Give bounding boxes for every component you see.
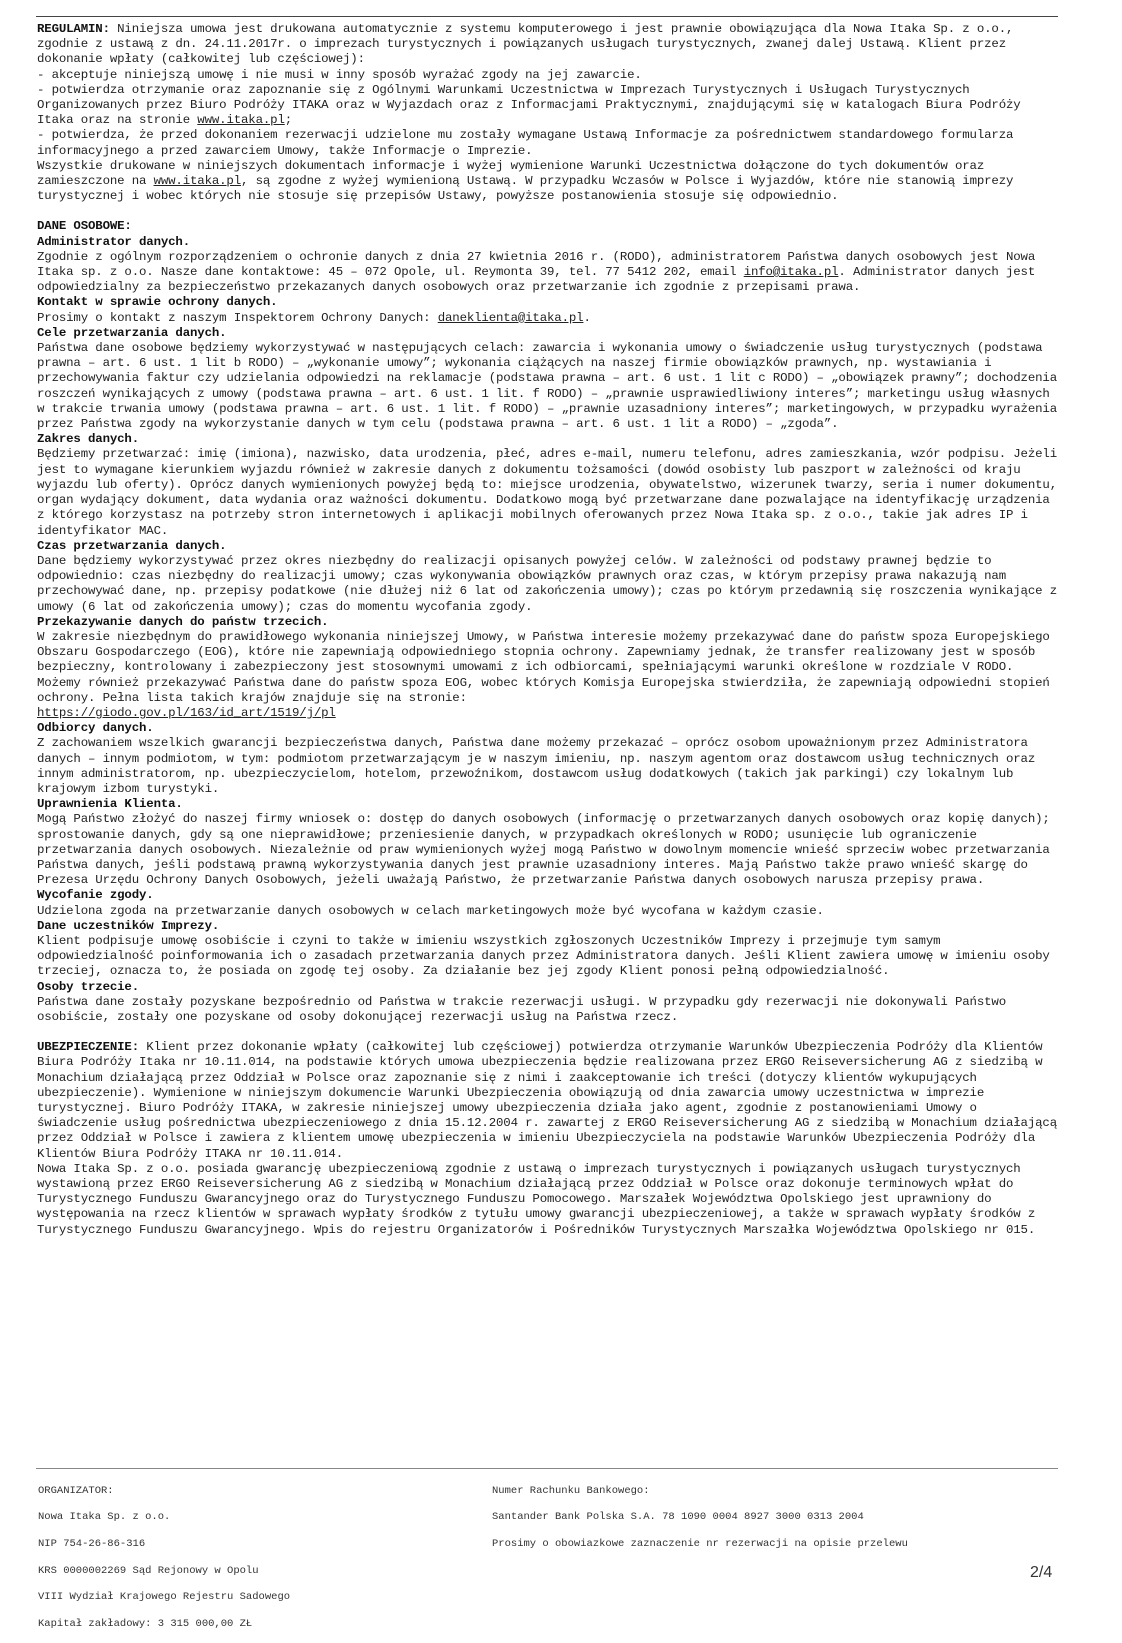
uczestnicy-heading: Dane uczestników Imprezy. xyxy=(37,918,220,933)
organizer-label: ORGANIZATOR: xyxy=(38,1484,114,1497)
bank-note: Prosimy o obowiazkowe zaznaczenie nr rezerwacji na opisie przelewu xyxy=(492,1537,908,1550)
osoby-trzecie-text: Państwa dane zostały pozyskane bezpośrednio od Państwa w trakcie rezerwacji usługi. W przypadku gdy rezerwacji nie dokonywali Państwo osobiście, zostały one pozyskane od osoby dokonującej rezerwacji usług na Państwa rzecz. xyxy=(37,994,1006,1024)
uczestnicy-text: Klient podpisuje umowę osobiście i czyni to także w imieniu wszystkich zgłoszonych Uczestników Imprezy i przejmuje tym samym odpowiedzialność poinformowania ich o zasadach przetwarzania danych przez Administratora danych. Jeśli Klient zawiera umowę w imieniu osoby trzeciej, oznacza to, że posiada on zgodę tej osoby. Za działanie bez jej zgody Klient ponosi pełną odpowiedzialność. xyxy=(37,933,1050,979)
footer-rule xyxy=(36,1468,1058,1469)
page-number: 2/4 xyxy=(1030,1564,1053,1581)
organizer-court: VIII Wydział Krajowego Rejestru Sadowego xyxy=(38,1591,291,1604)
wycofanie-text: Udzielona zgoda na przetwarzanie danych osobowych w celach marketingowych może być wycofana w każdym czasie. xyxy=(37,903,824,918)
itaka-link[interactable]: www.itaka.pl xyxy=(153,174,242,189)
kontakt-text: Prosimy o kontakt z naszym Inspektorem Ochrony Danych: daneklienta@itaka.pl. xyxy=(37,310,591,325)
zakres-text: Będziemy przetwarzać: imię (imiona), nazwisko, data urodzenia, płeć, adres e-mail, numeru telefonu, adres zamieszkania, wzór podpisu. Jeżeli jest to wymagane kierunkiem wyjazdu również w zakresie danych z dokumentu tożsamości (dowód osobisty lub paszport w zależności od kraju wyjazdu lub oferty). Oprócz danych wymienionych powyżej będą to: miejsce urodzenia, obywatelstwo, wizerunek twarzy, seria i numer dokumentu, organ wydający dokument, data wydania oraz ważności dokumentu. Dodatkowo mogą być przetwarzane dane pozwalające na identyfikację urządzenia z którego korzystasz na potrzeby stron internetowych i aplikacji mobilnych oferowanych przez Nowa Itaka sp. z o.o., takie jak adres IP i identyfikator MAC. xyxy=(37,447,1057,538)
ubezpieczenie-text-2: Nowa Itaka Sp. z o.o. posiada gwarancję ubezpieczeniową zgodnie z ustawą o imprezach turystycznych i powiązanych usługach turystycznych wystawioną przez ERGO Reiseversicherung AG z siedzibą w Monachium działającą przez Oddział w Polsce oraz dokonuje terminowych wpłat do Turystycznego Funduszu Gwarancyjnego oraz do Turystycznego Funduszu Pomocowego. Marszałek Województwa Opolskiego jest uprawniony do występowania na rzecz klientów w sprawach wypłaty środków z tytułu umowy gwarancji ubezpieczeniowej, a także w sprawach wypłaty środków z Turystycznego Funduszu Gwarancyjnego. Wpis do rejestru Organizatorów i Pośredników Turystycznych Marszałka Województwa Opolskiego nr 015. xyxy=(37,1161,1036,1237)
cele-text: Państwa dane osobowe będziemy wykorzystywać w następujących celach: zawarcia i wykonania umowy o świadczenie usług turystycznych (podstawa prawna – art. 6 ust. 1 lit b RODO) – „wykonanie umowy”; wykonania ciążących na naszej firmie obowiązków prawnych, np. wystawiania i przechowywania faktur czy udzielania odpowiedzi na reklamacje (podstawa prawna – art. 6 ust. 1 lit c RODO) – „obowiązek prawny”; dochodzenia roszczeń wynikających z umowy (podstawa prawna – art. 6 ust. 1 lit. f RODO) – „prawnie usprawiedliwiony interes”; marketingu usług własnych w trakcie trwania umowy (podstawa prawna – art. 6 ust. 1 lit. f RODO) – „prawnie uzasadniony interes”; marketingowych, w przypadku wyrażenia przez Państwa zgody na wykorzystanie danych w tym celu (podstawa prawna – art. 6 ust. 1 lit a RODO) – „zgoda”. xyxy=(37,341,1057,432)
przekazywanie-heading: Przekazywanie danych do państw trzecich. xyxy=(37,614,329,629)
info-email-link[interactable]: info@itaka.pl xyxy=(743,265,839,280)
administrator-heading: Administrator danych. xyxy=(37,234,190,249)
iod-email-link[interactable]: daneklienta@itaka.pl xyxy=(437,310,584,325)
giodo-link[interactable]: https://giodo.gov.pl/163/id_art/1519/j/pl xyxy=(37,705,336,720)
kontakt-heading: Kontakt w sprawie ochrony danych. xyxy=(37,295,278,310)
giodo-link-line xyxy=(37,706,1057,721)
czas-heading: Czas przetwarzania danych. xyxy=(37,538,227,553)
ubezpieczenie-heading: UBEZPIECZENIE: xyxy=(37,1040,139,1055)
regulamin-item-3: - potwierdza, że przed dokonaniem rezerwacji udzielone mu zostały wymagane Ustawą Informacje za pośrednictwem standardowego formularza informacyjnego a przed zawarciem Umowy, także Informacje o Imprezie. xyxy=(37,128,1014,158)
regulamin-heading: REGULAMIN: xyxy=(37,22,110,36)
zakres-heading: Zakres danych. xyxy=(37,432,139,447)
odbiorcy-heading: Odbiorcy danych. xyxy=(37,721,154,736)
organizer-krs: KRS 0000002269 Sąd Rejonowy w Opolu xyxy=(38,1564,259,1577)
dane-osobowe-heading: DANE OSOBOWE: xyxy=(37,219,132,234)
organizer-company: Nowa Itaka Sp. z o.o. xyxy=(38,1511,171,1524)
osoby-trzecie-heading: Osoby trzecie. xyxy=(37,979,139,994)
regulamin-item-2: - potwierdza otrzymanie oraz zapoznanie się z Ogólnymi Warunkami Uczestnictwa w Imprezach Turystycznych i Usługach Turystycznych Organizowanych przez Biuro Podróży ITAKA oraz w Wyjazdach oraz z Informacjami Praktycznymi, znajdującymi się w katalogach Biura Podróży Itaka oraz na stronie www.itaka.pl; xyxy=(37,82,1021,128)
uprawnienia-text: Mogą Państwo złożyć do naszej firmy wniosek o: dostęp do danych osobowych (informację o przetwarzanych danych osobowych oraz kopię danych); sprostowanie danych, gdy są one nieprawidłowe; przeniesienie danych, w przypadkach określonych w RODO; usunięcie lub ograniczenie przetwarzania danych osobowych. Niezależnie od praw wymienionych wyżej mogą Państwo w dowolnym momencie wnieść sprzeciw wobec przetwarzania Państwa danych, jeśli podstawą prawną wykorzystywania danych jest prawnie uzasadniony interes. Mają Państwo także prawo wnieść skargę do Prezesa Urzędu Ochrony Danych Osobowych, jeżeli uważają Państwo, że przetwarzanie Państwa danych osobowych narusza przepisy prawa. xyxy=(37,812,1050,888)
administrator-text: Zgodnie z ogólnym rozporządzeniem o ochronie danych z dnia 27 kwietnia 2016 r. (RODO), administratorem Państwa danych osobowych jest Nowa Itaka sp. z o.o. Nasze dane kontaktowe: 45 – 072 Opole, ul. Reymonta 39, tel. 77 5412 202, email info@itaka.pl. Administrator danych jest odpowiedzialny za bezpieczeństwo przekazanych danych osobowych oraz przetwarzanie ich zgodnie z przepisami prawa. xyxy=(37,249,1036,295)
wycofanie-heading: Wycofanie zgody. xyxy=(37,888,154,903)
przekazywanie-text: W zakresie niezbędnym do prawidłowego wykonania niniejszej Umowy, w Państwa interesie możemy przekazywać dane do państw spoza Europejskiego Obszaru Gospodarczego (EOG), które nie zapewniają odpowiedniego stopnia ochrony. Zapewniamy jednak, że transfer realizowany jest w sposób bezpieczny, kontrolowany i zabezpieczony jest stosownymi umowami z ich odbiorcami, spełniającymi warunki określone w rozdziale V RODO. Możemy również przekazywać Państwa dane do państw spoza EOG, wobec których Komisja Europejska stwierdziła, że zapewniają odpowiedni stopień ochrony. Pełna lista takich krajów znajduje się na stronie: xyxy=(37,629,1050,705)
itaka-link[interactable]: www.itaka.pl xyxy=(197,113,285,128)
odbiorcy-text: Z zachowaniem wszelkich gwarancji bezpieczeństwa danych, Państwa dane możemy przekazać – oprócz osobom upoważnionym przez Administratora danych – innym podmiotom, w tym: podmiotom przetwarzającym je w naszym imieniu, np. naszym agentom oraz dostawcom usług technicznych oraz innym administratorom, np. ubezpieczycielom, hotelom, przewoźnikom, dostawcom usług dodatkowych (takich jak parkingi) czy lokalnym lub krajowym izbom turystyki. xyxy=(37,736,1036,796)
czas-text: Dane będziemy wykorzystywać przez okres niezbędny do realizacji opisanych powyżej celów. W zależności od podstawy prawnej będzie to odpowiednio: czas niezbędny do realizacji umowy; czas wykonywania obowiązków prawnych oraz czas, w którym przepisy prawa nakazują nam przechowywać dane, np. przepisy podatkowe (nie dłużej niż 6 lat od zakończenia umowy); czas po którym przedawnią się roszczenia wynikające z umowy (6 lat od zakończenia umowy); czas do momentu wycofania zgody. xyxy=(37,553,1057,614)
document-body xyxy=(37,22,1057,1238)
bank-label: Numer Rachunku Bankowego: xyxy=(492,1484,650,1497)
regulamin-closing: Wszystkie drukowane w niniejszych dokumentach informacje i wyżej wymienione Warunki Uczestnictwa dołączone do tych dokumentów oraz zamieszczone na www.itaka.pl, są zgodne z wyżej wymienioną Ustawą. W przypadku Wczasów w Polsce i Wyjazdów, które nie stanowią imprezy turystycznej i wobec których nie stosuje się przepisów Ustawy, powyższe postanowienia stosuje się odpowiednio. xyxy=(37,158,1014,204)
uprawnienia-heading: Uprawnienia Klienta. xyxy=(37,797,183,812)
cele-heading: Cele przetwarzania danych. xyxy=(37,325,227,340)
regulamin-item-1: - akceptuje niniejszą umowę i nie musi w inny sposób wyrażać zgody na jej zawarcie. xyxy=(37,67,642,82)
organizer-capital: Kapitał zakładowy: 3 315 000,00 ZŁ xyxy=(38,1618,253,1631)
top-rule xyxy=(36,16,1058,17)
footer-bank xyxy=(492,1472,1012,1563)
organizer-nip: NIP 754-26-86-316 xyxy=(38,1537,146,1550)
bank-account: Santander Bank Polska S.A. 78 1090 0004 8927 3000 0313 2004 xyxy=(492,1511,864,1524)
ubezpieczenie-text-1: UBEZPIECZENIE: Klient przez dokonanie wpłaty (całkowitej lub częściowej) potwierdza otrzymanie Warunków Ubezpieczenia Podróży dla Klientów Biura Podróży Itaka nr 10.11.014, na podstawie których umowa ubezpieczenia będzie realizowana przez ERGO Reiseversicherung AG z siedzibą w Monachium działającą przez Oddział w Polsce oraz zapoznanie się z nimi i zaakceptowanie ich treści (dotyczy klientów wykupujących ubezpieczenie). Wymienione w niniejszym dokumencie Warunki Ubezpieczenia obowiązują od dnia zawarcia umowy uczestnictwa w imprezie turystycznej. Biuro Podróży ITAKA, w zakresie niniejszej umowy ubezpieczenia działa jako agent, zgodnie z postanowieniami Umowy o świadczenie usług pośrednictwa ubezpieczeniowego z dnia 15.12.2004 r. zawartej z ERGO Reiseversicherung AG z siedzibą w Monachium działającą przez Oddział w Polsce i zawiera z klientem umowę ubezpieczenia w imieniu Ubezpieczyciela na podstawie Warunków Ubezpieczenia Podróży dla Klientów Biura Podróży ITAKA nr 10.11.014. xyxy=(37,1040,1057,1161)
regulamin-intro: REGULAMIN: Niniejsza umowa jest drukowana automatycznie z systemu komputerowego i jest prawnie obowiązująca dla Nowa Itaka Sp. z o.o., zgodnie z ustawą z dn. 24.11.2017r. o imprezach turystycznych i powiązanych usługach turystycznych, zwanej dalej Ustawą. Klient przez dokonanie wpłaty (całkowitej lub częściowej): xyxy=(37,22,1014,67)
footer-organizer xyxy=(38,1472,438,1643)
